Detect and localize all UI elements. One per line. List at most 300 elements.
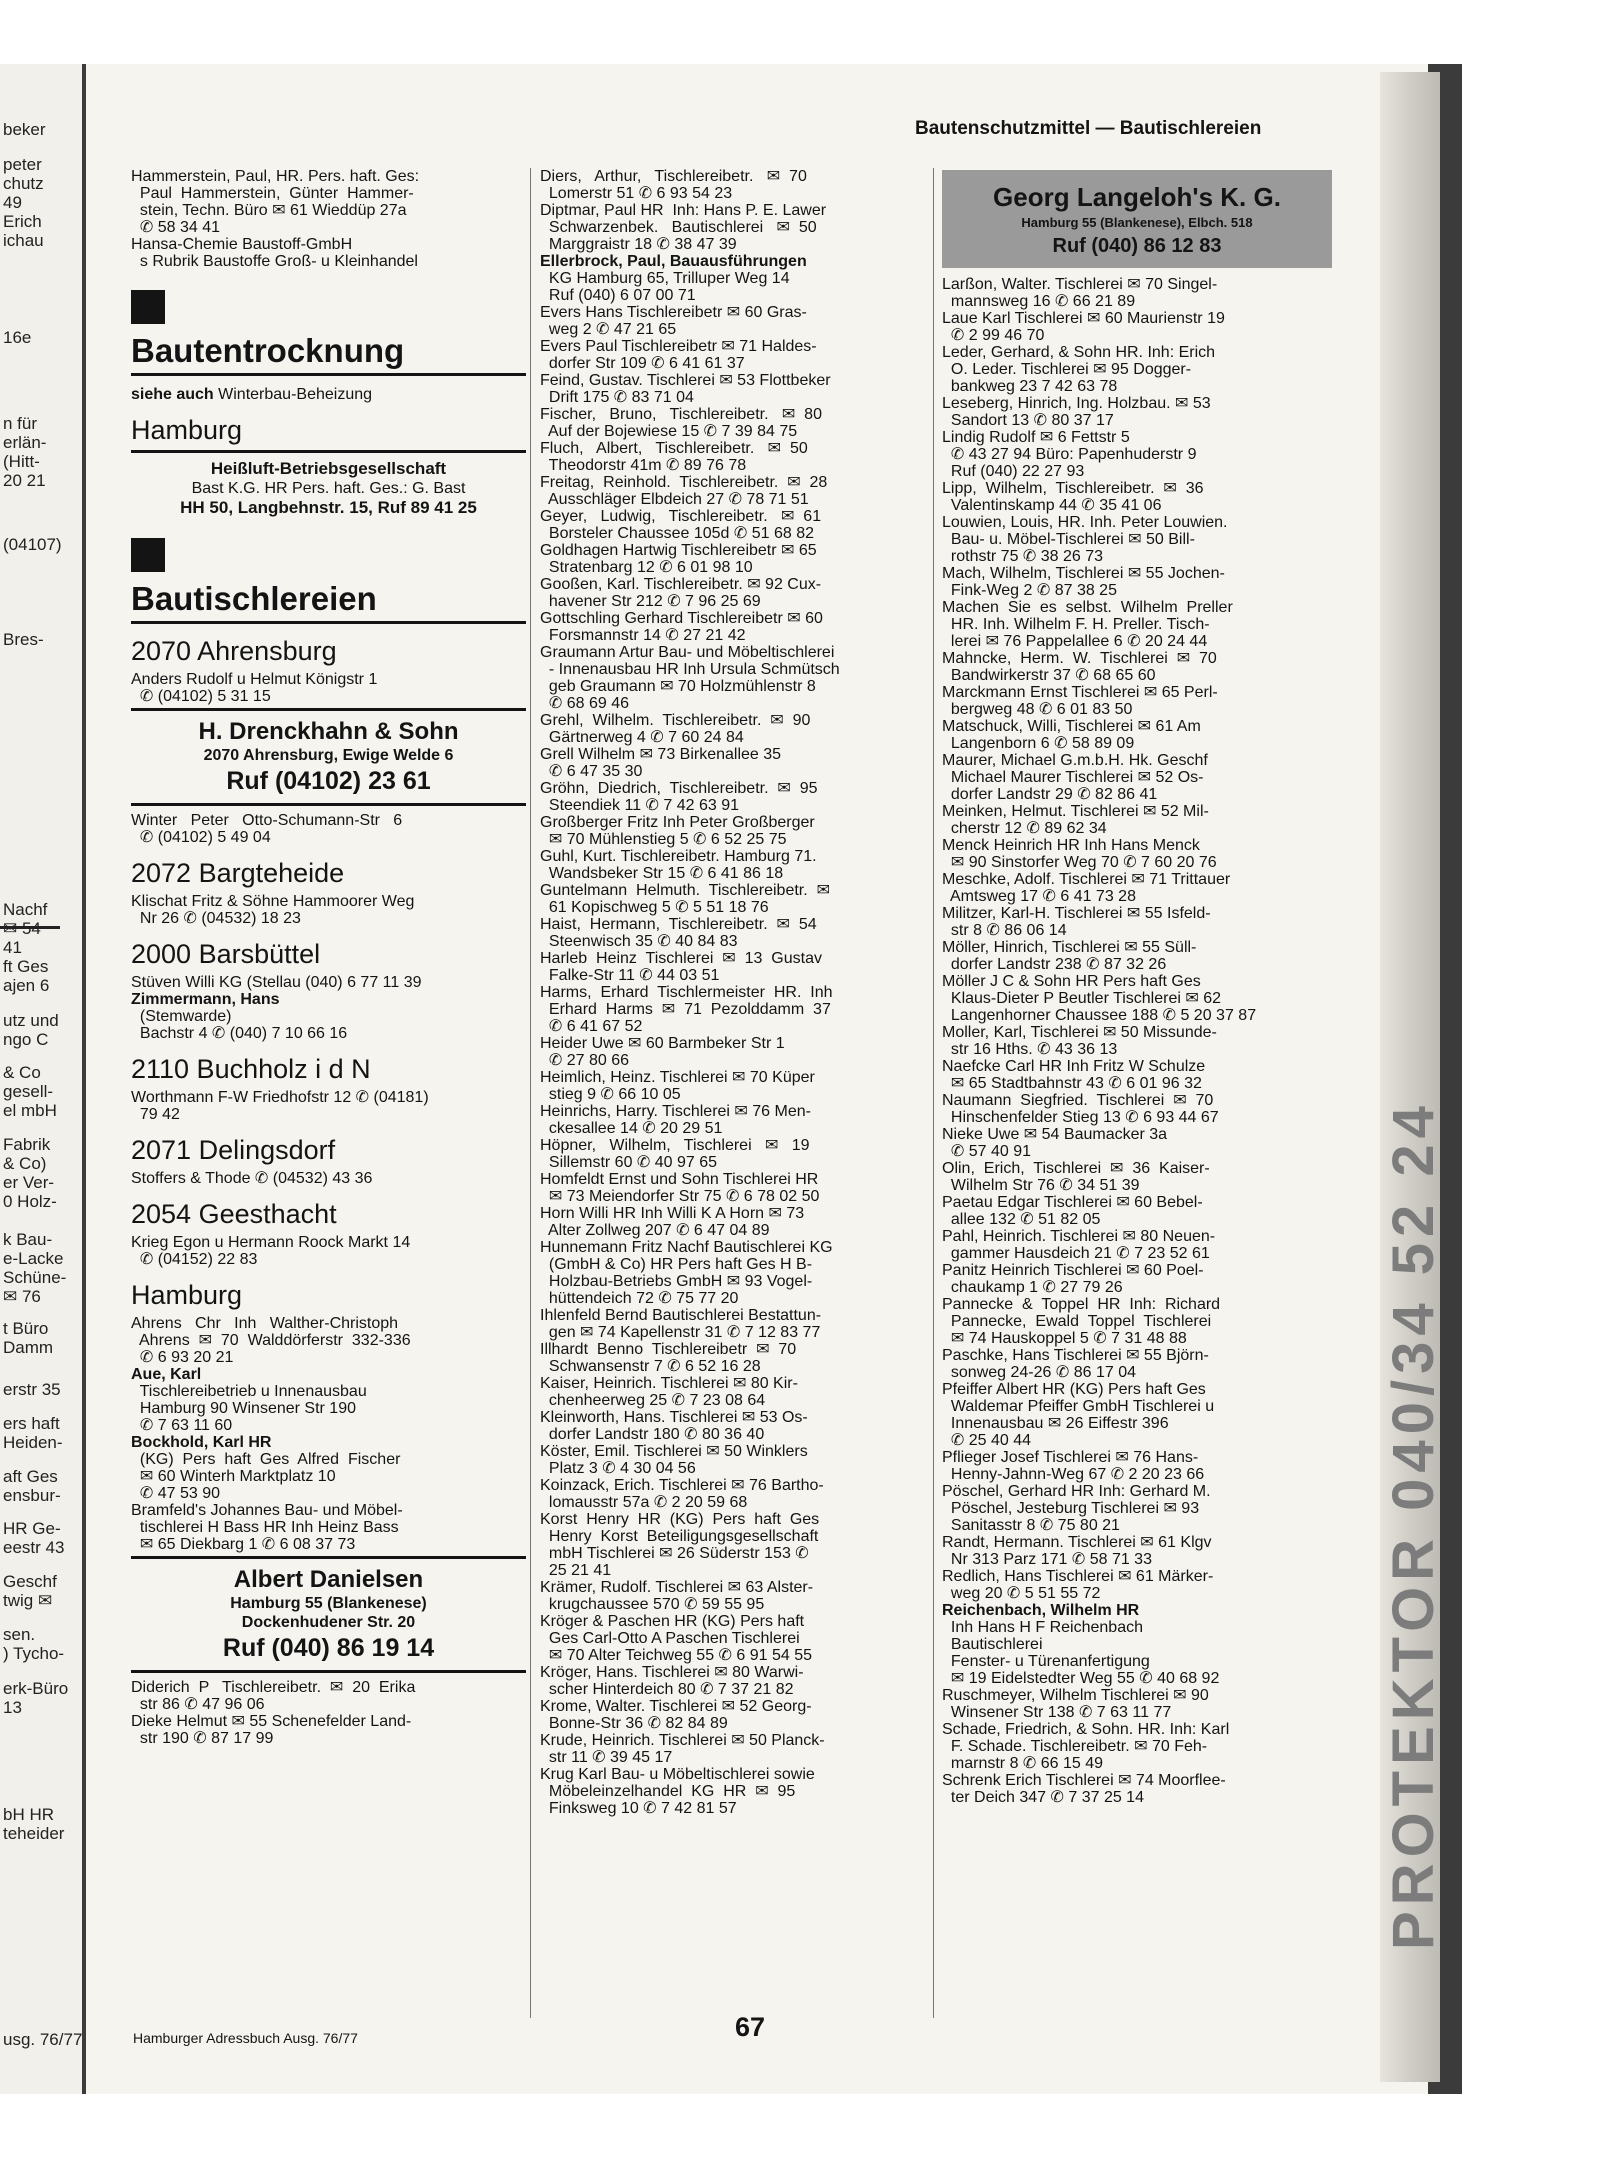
entry-line: stein, Techn. Büro ✉ 61 Wieddüp 27a <box>131 202 407 219</box>
entry-line: Diers, Arthur, Tischlereibetr. ✉ 70 <box>540 168 807 185</box>
entry-heading: Bockhold, Karl HR <box>131 1434 272 1451</box>
entry-line: Panitz Heinrich Tischlerei ✉ 60 Poel- <box>942 1262 1204 1279</box>
entry-line: Henry Korst Beteiligungsgesellschaft <box>540 1528 819 1545</box>
entry-line: Nieke Uwe ✉ 54 Baumacker 3a <box>942 1126 1168 1143</box>
entry-line: Krieg Egon u Hermann Roock Markt 14 <box>131 1234 411 1251</box>
entry-line: Guhl, Kurt. Tischlereibetr. Hamburg 71. <box>540 848 817 865</box>
entry-line: Steenwisch 35 ✆ 40 84 83 <box>540 933 738 950</box>
prev-page-fragment: eestr 43 <box>3 1538 65 1557</box>
prev-page-fragment: (04107) <box>3 535 62 554</box>
entry-line: ✉ 60 Winterh Marktplatz 10 <box>131 1468 336 1485</box>
entry-line: Redlich, Hans Tischlerei ✉ 61 Märker- <box>942 1568 1214 1585</box>
entry-line: Gärtnerweg 4 ✆ 7 60 24 84 <box>540 729 744 746</box>
entry-line: Wandsbeker Str 15 ✆ 6 41 86 18 <box>540 865 784 882</box>
entry-line: Bramfeld's Johannes Bau- und Möbel- <box>131 1502 403 1519</box>
entry-line: str 86 ✆ 47 96 06 <box>131 1696 265 1713</box>
entry-line: Goldhagen Hartwig Tischlereibetr ✉ 65 <box>540 542 817 559</box>
entry-line: Fischer, Bruno, Tischlereibetr. ✉ 80 <box>540 406 822 423</box>
entry-line: Auf der Bojewiese 15 ✆ 7 39 84 75 <box>540 423 798 440</box>
entry-line: Borsteler Chaussee 105d ✆ 51 68 82 <box>540 525 815 542</box>
entry-line: Randt, Hermann. Tischlerei ✉ 61 Klgv <box>942 1534 1212 1551</box>
prev-page-fragment: 0 Holz- <box>3 1192 57 1211</box>
entry-line: Naumann Siegfried. Tischlerei ✉ 70 <box>942 1092 1214 1109</box>
entry-line: Köster, Emil. Tischlerei ✉ 50 Winklers <box>540 1443 808 1460</box>
entry-line: ✆ 57 40 91 <box>942 1143 1032 1160</box>
entry-line: Klaus-Dieter P Beutler Tischlerei ✉ 62 <box>942 990 1222 1007</box>
entry-line: Heider Uwe ✉ 60 Barmbeker Str 1 <box>540 1035 785 1052</box>
entry-line: ✆ 2 99 46 70 <box>942 327 1045 344</box>
horizontal-rule <box>131 708 526 711</box>
prev-page-fragment: aft Ges <box>3 1467 58 1486</box>
prev-page-fragment: (Hitt- <box>3 452 40 471</box>
prev-page-fragment: erk-Büro <box>3 1679 69 1698</box>
entry-line: Olin, Erich, Tischlerei ✉ 36 Kaiser- <box>942 1160 1210 1177</box>
entry-line: chenheerweg 25 ✆ 7 23 08 64 <box>540 1392 766 1409</box>
entry-line: Kleinworth, Hans. Tischlerei ✉ 53 Os- <box>540 1409 808 1426</box>
entry-line: ✆ 58 34 41 <box>131 219 221 236</box>
entry-line: Bonne-Str 36 ✆ 82 84 89 <box>540 1715 728 1732</box>
prev-page-fragment: Fabrik <box>3 1135 51 1154</box>
entry-line: Henny-Jahnn-Weg 67 ✆ 2 20 23 66 <box>942 1466 1205 1483</box>
prev-page-fragment: ✉ 76 <box>3 1287 41 1306</box>
entry-line: Hinschenfelder Stieg 13 ✆ 6 93 44 67 <box>942 1109 1219 1126</box>
horizontal-rule <box>131 1556 526 1559</box>
entry-line: Ahrens Chr Inh Walther-Christoph <box>131 1315 399 1332</box>
prev-page-fragment: ngo C <box>3 1030 49 1049</box>
entry-line: Heimlich, Heinz. Tischlerei ✉ 70 Küper <box>540 1069 815 1086</box>
entry-line: (Stemwarde) <box>131 1008 232 1025</box>
entry-line: Ruf (040) 22 27 93 <box>942 463 1085 480</box>
entry-line: Steendiek 11 ✆ 7 42 63 91 <box>540 797 740 814</box>
entry-line: Militzer, Karl-H. Tischlerei ✉ 55 Isfeld- <box>942 905 1211 922</box>
entry-heading: Zimmermann, Hans <box>131 991 280 1008</box>
ad-line: Ruf (040) 86 19 14 <box>222 1634 435 1662</box>
entry-line: ter Deich 347 ✆ 7 37 25 14 <box>942 1789 1144 1806</box>
entry-line: scher Hinterdeich 80 ✆ 7 37 21 82 <box>540 1681 794 1698</box>
entry-line: ✉ 65 Diekbarg 1 ✆ 6 08 37 73 <box>131 1536 356 1553</box>
entry-line: Leder, Gerhard, & Sohn HR. Inh: Erich <box>942 344 1216 361</box>
entry-line: Platz 3 ✆ 4 30 04 56 <box>540 1460 696 1477</box>
page-number: 67 <box>735 2012 766 2042</box>
footer: Hamburger Adressbuch Ausg. 76/77 <box>133 2030 358 2046</box>
entry-line: Meschke, Adolf. Tischlerei ✉ 71 Trittauer <box>942 871 1231 888</box>
entry-line: HR. Inh. Wilhelm F. H. Preller. Tisch- <box>942 616 1210 633</box>
entry-line: allee 132 ✆ 51 82 05 <box>942 1211 1101 1228</box>
entry-line: Großberger Fritz Inh Peter Großberger <box>540 814 815 831</box>
place-heading: Hamburg <box>131 1280 243 1310</box>
entry-line: Ges Carl-Otto A Paschen Tischlerei <box>540 1630 800 1647</box>
entry-line: Ihlenfeld Bernd Bautischlerei Bestattun- <box>540 1307 822 1324</box>
entry-line: Stüven Willi KG (Stellau (040) 6 77 11 39 <box>131 974 422 991</box>
entry-line: 79 42 <box>131 1106 180 1123</box>
column-rule <box>530 168 531 2018</box>
prev-page-fragment: peter <box>3 155 42 174</box>
place-heading: 2070 Ahrensburg <box>131 636 337 666</box>
entry-line: Heinrichs, Harry. Tischlerei ✉ 76 Men- <box>540 1103 811 1120</box>
entry-line: Evers Paul Tischlereibetr ✉ 71 Haldes- <box>540 338 817 355</box>
prev-page-fragment: & Co) <box>3 1154 47 1173</box>
entry-line: Bautischlerei <box>942 1636 1043 1653</box>
entry-line: Ruf (040) 6 07 00 71 <box>540 287 696 304</box>
prev-page-fragment: er Ver- <box>3 1173 55 1192</box>
entry-line: Pfeiffer Albert HR (KG) Pers haft Ges <box>942 1381 1206 1398</box>
entry-line: Waldemar Pfeiffer GmbH Tischlerei u <box>942 1398 1215 1415</box>
horizontal-rule <box>131 803 526 806</box>
prev-page-fragment: Erich <box>3 212 42 231</box>
see-also <box>131 386 526 403</box>
prev-page-fragment: el mbH <box>3 1101 57 1120</box>
entry-line: Kröger, Hans. Tischlerei ✉ 80 Warwi- <box>540 1664 804 1681</box>
horizontal-rule <box>131 373 526 376</box>
ad-line: Albert Danielsen <box>233 1566 424 1593</box>
entry-line: gammer Hausdeich 21 ✆ 7 23 52 61 <box>942 1245 1210 1262</box>
edge-print: PROTEKTOR 040/34 52 24 <box>1381 1100 1446 1950</box>
previous-page-edge <box>0 64 82 2094</box>
running-head: Bautenschutzmittel — Bautischlereien <box>915 118 1262 139</box>
entry-line: - Innenausbau HR Inh Ursula Schmütsch <box>540 661 840 678</box>
entry-line: chaukamp 1 ✆ 27 79 26 <box>942 1279 1123 1296</box>
entry-line: Lomerstr 51 ✆ 6 93 54 23 <box>540 185 733 202</box>
prev-page-fragment: ichau <box>3 231 44 250</box>
place-heading: 2072 Bargteheide <box>131 858 345 888</box>
entry-heading: Ellerbrock, Paul, Bauausführungen <box>540 253 807 270</box>
ad-line: Dockenhudener Str. 20 <box>241 1614 416 1631</box>
prev-page-fragment: teheider <box>3 1824 65 1843</box>
entry-line: Winsener Str 138 ✆ 7 63 11 77 <box>942 1704 1172 1721</box>
entry-line: KG Hamburg 65, Trilluper Weg 14 <box>540 270 790 287</box>
entry-line: Bandwirkerstr 37 ✆ 68 65 60 <box>942 667 1156 684</box>
prev-page-fragment: n für <box>3 414 38 433</box>
prev-page-fragment: 16e <box>3 328 32 347</box>
ad-name: Georg Langeloh's K. G. <box>993 182 1281 212</box>
prev-page-fragment: bH HR <box>3 1805 55 1824</box>
entry-line: Stoffers & Thode ✆ (04532) 43 36 <box>131 1170 373 1187</box>
entry-line: krugchaussee 570 ✆ 59 55 95 <box>540 1596 765 1613</box>
prev-page-fragment: t Büro <box>3 1319 49 1338</box>
entry-line: ✆ (04102) 5 49 04 <box>131 829 271 846</box>
entry-line: Wilhelm Str 76 ✆ 34 51 39 <box>942 1177 1140 1194</box>
prev-page-fragment: k Bau- <box>3 1230 53 1249</box>
entry-line: Sanitasstr 8 ✆ 75 80 21 <box>942 1517 1120 1534</box>
entry-line: lomausstr 57a ✆ 2 20 59 68 <box>540 1494 748 1511</box>
horizontal-rule <box>131 450 526 453</box>
entry-line: Ahrens ✉ 70 Walddörferstr 332-336 <box>131 1332 411 1349</box>
entry-line: Tischlereibetrieb u Innenausbau <box>131 1383 367 1400</box>
entry-line: F. Schade. Tischlereibetr. ✉ 70 Feh- <box>942 1738 1208 1755</box>
entry-line: ✉ 90 Sinstorfer Weg 70 ✆ 7 60 20 76 <box>942 854 1217 871</box>
prev-page-fragment: Nachf <box>3 900 48 919</box>
entry-line: Lipp, Wilhelm, Tischlereibetr. ✉ 36 <box>942 480 1204 497</box>
entry-line: Haist, Hermann, Tischlereibetr. ✉ 54 <box>540 916 817 933</box>
entry-line: Koinzack, Erich. Tischlerei ✉ 76 Bartho- <box>540 1477 824 1494</box>
prev-page-fragment: erstr 35 <box>3 1380 61 1399</box>
prev-page-fragment: utz und <box>3 1011 59 1030</box>
entry-line: Schwansenstr 7 ✆ 6 52 16 28 <box>540 1358 761 1375</box>
advertisement <box>131 1565 526 1664</box>
entry-line: Pannecke & Toppel HR Inh: Richard <box>942 1296 1221 1313</box>
entry-line: Krug Karl Bau- u Möbeltischlerei sowie <box>540 1766 815 1783</box>
entry-line: ✆ 6 93 20 21 <box>131 1349 234 1366</box>
entry-line: weg 2 ✆ 47 21 65 <box>540 321 677 338</box>
prev-page-fragment: HR Ge- <box>3 1519 61 1538</box>
entry-line: Nr 26 ✆ (04532) 18 23 <box>131 910 301 927</box>
entry-line: Diptmar, Paul HR Inh: Hans P. E. Lawer <box>540 202 827 219</box>
prev-page-fragment: Damm <box>3 1338 54 1357</box>
entry-line: (GmbH & Co) HR Pers haft Ges H B- <box>540 1256 813 1273</box>
entry-line: Louwien, Louis, HR. Inh. Peter Louwien. <box>942 514 1228 531</box>
entry-line: Möbeleinzelhandel KG HR ✉ 95 <box>540 1783 796 1800</box>
langeloh-ad <box>942 170 1332 268</box>
entry-line: dorfer Str 109 ✆ 6 41 61 37 <box>540 355 745 372</box>
entry-line: Marckmann Ernst Tischlerei ✉ 65 Perl- <box>942 684 1218 701</box>
entry-line: Worthmann F-W Friedhofstr 12 ✆ (04181) <box>131 1089 429 1106</box>
prev-page-fragment: beker <box>3 120 46 139</box>
prev-page-fragment: ft Ges <box>3 957 49 976</box>
entry-line: Nr 313 Parz 171 ✆ 58 71 33 <box>942 1551 1152 1568</box>
entry-line: Menck Heinrich HR Inh Hans Menck <box>942 837 1200 854</box>
entry-line: Maurer, Michael G.m.b.H. Hk. Geschf <box>942 752 1208 769</box>
place-heading: 2054 Geesthacht <box>131 1199 337 1229</box>
entry-line: mannsweg 16 ✆ 66 21 89 <box>942 293 1136 310</box>
entry-line: Mach, Wilhelm, Tischlerei ✉ 55 Jochen- <box>942 565 1225 582</box>
ad-line: Bast K.G. HR Pers. haft. Ges.: G. Bast <box>191 480 466 497</box>
entry-line: ✆ 27 80 66 <box>540 1052 630 1069</box>
entry-line: cherstr 12 ✆ 89 62 34 <box>942 820 1107 837</box>
entry-line: ✆ 25 40 44 <box>942 1432 1032 1449</box>
prev-page-fragment: Bres- <box>3 630 44 649</box>
entry-line: Stratenbarg 12 ✆ 6 01 98 10 <box>540 559 753 576</box>
entry-line: Innenausbau ✉ 26 Eiffestr 396 <box>942 1415 1169 1432</box>
ad-line: H. Drenckhahn & Sohn <box>198 718 459 745</box>
section-marker <box>131 538 165 572</box>
entry-line: Gröhn, Diedrich, Tischlereibetr. ✉ 95 <box>540 780 818 797</box>
entry-line: Schrenk Erich Tischlerei ✉ 74 Moorflee- <box>942 1772 1226 1789</box>
entry-line: Holzbau-Betriebs GmbH ✉ 93 Vogel- <box>540 1273 813 1290</box>
entry-line: Finksweg 10 ✆ 7 42 81 57 <box>540 1800 737 1817</box>
prev-page-fragment: ) Tycho- <box>3 1644 65 1663</box>
entry-line: Pahl, Heinrich. Tischlerei ✉ 80 Neuen- <box>942 1228 1216 1245</box>
entry-line: ✆ 6 41 67 52 <box>540 1018 643 1035</box>
entry-line: Klischat Fritz & Söhne Hammoorer Weg <box>131 893 415 910</box>
entry-line: Krämer, Rudolf. Tischlerei ✉ 63 Alster- <box>540 1579 814 1596</box>
advertisement <box>131 459 526 518</box>
column-2 <box>540 168 925 1817</box>
prev-page-fragment: 20 21 <box>3 471 46 490</box>
entry-line: ✉ 65 Stadtbahnstr 43 ✆ 6 01 96 32 <box>942 1075 1202 1092</box>
entry-line: str 16 Hths. ✆ 43 36 13 <box>942 1041 1118 1058</box>
entry-line: Schade, Friedrich, & Sohn. HR. Inh: Karl <box>942 1721 1230 1738</box>
entry-line: 61 Kopischweg 5 ✆ 5 51 18 76 <box>540 899 769 916</box>
entry-line: Krude, Heinrich. Tischlerei ✉ 50 Planck- <box>540 1732 825 1749</box>
entry-line: Lindig Rudolf ✉ 6 Fettstr 5 <box>942 429 1130 446</box>
ad-line: Hamburg 55 (Blankenese) <box>230 1595 427 1612</box>
entry-line: Pöschel, Jesteburg Tischlerei ✉ 93 <box>942 1500 1200 1517</box>
entry-line: Höpner, Wilhelm, Tischlerei ✉ 19 <box>540 1137 810 1154</box>
prev-page-rule <box>0 926 60 929</box>
entry-line: (KG) Pers haft Ges Alfred Fischer <box>131 1451 401 1468</box>
entry-line: Horn Willi HR Inh Willi K A Horn ✉ 73 <box>540 1205 805 1222</box>
entry-line: Schwarzenbek. Bautischlerei ✉ 50 <box>540 219 817 236</box>
ad-line: 2070 Ahrensburg, Ewige Welde 6 <box>203 747 454 764</box>
prev-page-fragment: usg. 76/77 <box>3 2030 82 2049</box>
entry-line: Illhardt Benno Tischlereibetr ✉ 70 <box>540 1341 797 1358</box>
place-heading: Hamburg <box>131 415 243 445</box>
entry-line: Kröger & Paschen HR (KG) Pers haft <box>540 1613 805 1630</box>
entry-line: Diderich P Tischlereibetr. ✉ 20 Erika <box>131 1679 416 1696</box>
entry-line: Bachstr 4 ✆ (040) 7 10 66 16 <box>131 1025 348 1042</box>
entry-line: ✆ 68 69 46 <box>540 695 630 712</box>
entry-line: Guntelmann Helmuth. Tischlereibetr. ✉ <box>540 882 830 899</box>
entry-line: Gooßen, Karl. Tischlereibetr. ✉ 92 Cux- <box>540 576 822 593</box>
entry-line: ✉ 19 Eidelstedter Weg 55 ✆ 40 68 92 <box>942 1670 1220 1687</box>
entry-line: ✆ 6 47 35 30 <box>540 763 643 780</box>
entry-line: havener Str 212 ✆ 7 96 25 69 <box>540 593 761 610</box>
entry-line: Theodorstr 41m ✆ 89 76 78 <box>540 457 747 474</box>
entry-line: Forsmannstr 14 ✆ 27 21 42 <box>540 627 746 644</box>
entry-line: Korst Henry HR (KG) Pers haft Ges <box>540 1511 820 1528</box>
entry-line: Paetau Edgar Tischlerei ✉ 60 Bebel- <box>942 1194 1203 1211</box>
prev-page-fragment: chutz <box>3 174 44 193</box>
entry-line: Kaiser, Heinrich. Tischlerei ✉ 80 Kir- <box>540 1375 798 1392</box>
column-3 <box>942 168 1332 1806</box>
entry-line: Machen Sie es selbst. Wilhelm Preller <box>942 599 1233 616</box>
entry-line: Marggraistr 18 ✆ 38 47 39 <box>540 236 737 253</box>
entry-heading: Aue, Karl <box>131 1366 202 1383</box>
entry-line: Bau- u. Möbel-Tischlerei ✉ 50 Bill- <box>942 531 1195 548</box>
entry-line: Matschuck, Willi, Tischlerei ✉ 61 Am <box>942 718 1201 735</box>
entry-line: gen ✉ 74 Kapellenstr 31 ✆ 7 12 83 77 <box>540 1324 821 1341</box>
entry-line: ✉ 70 Mühlenstieg 5 ✆ 6 52 25 75 <box>540 831 787 848</box>
column-rule <box>933 168 934 2018</box>
entry-line: Ausschläger Elbdeich 27 ✆ 78 71 51 <box>540 491 809 508</box>
entry-line: Valentinskamp 44 ✆ 35 41 06 <box>942 497 1162 514</box>
entry-line: Pöschel, Gerhard HR Inh: Gerhard M. <box>942 1483 1211 1500</box>
entry-line: Hansa-Chemie Baustoff-GmbH <box>131 236 353 253</box>
prev-page-fragment: erlän- <box>3 433 47 452</box>
entry-heading: Reichenbach, Wilhelm HR <box>942 1602 1140 1619</box>
entry-line: geb Graumann ✉ 70 Holzmühlenstr 8 <box>540 678 816 695</box>
advertisement <box>131 717 526 797</box>
entry-line: Naefcke Carl HR Inh Fritz W Schulze <box>942 1058 1206 1075</box>
entry-line: Amtsweg 17 ✆ 6 41 73 28 <box>942 888 1136 905</box>
entry-line: Hamburg 90 Winsener Str 190 <box>131 1400 356 1417</box>
prev-page-fragment: 49 <box>3 193 22 212</box>
entry-line: Fenster- u Türenanfertigung <box>942 1653 1150 1670</box>
see-also-label: siehe auch <box>131 386 214 403</box>
entry-line: Krome, Walter. Tischlerei ✉ 52 Georg- <box>540 1698 812 1715</box>
prev-page-fragment: 41 <box>3 938 22 957</box>
entry-line: Erhard Harms ✉ 71 Pezolddamm 37 <box>540 1001 831 1018</box>
entry-line: Meinken, Helmut. Tischlerei ✉ 52 Mil- <box>942 803 1209 820</box>
entry-line: str 11 ✆ 39 45 17 <box>540 1749 673 1766</box>
entry-line: Larßon, Walter. Tischlerei ✉ 70 Singel- <box>942 276 1218 293</box>
entry-line: Möller, Hinrich, Tischlerei ✉ 55 Süll- <box>942 939 1197 956</box>
ad-line: HH 50, Langbehnstr. 15, Ruf 89 41 25 <box>180 498 477 517</box>
entry-line: Leseberg, Hinrich, Ing. Holzbau. ✉ 53 <box>942 395 1211 412</box>
horizontal-rule <box>131 621 526 624</box>
entry-line: Fluch, Albert, Tischlereibetr. ✉ 50 <box>540 440 808 457</box>
entry-line: Freitag, Reinhold. Tischlereibetr. ✉ 28 <box>540 474 828 491</box>
entry-line: O. Leder. Tischlerei ✉ 95 Dogger- <box>942 361 1192 378</box>
entry-line: ✆ (04152) 22 83 <box>131 1251 258 1268</box>
entry-line: weg 20 ✆ 5 51 55 72 <box>942 1585 1101 1602</box>
entry-line: Inh Hans H F Reichenbach <box>942 1619 1143 1636</box>
prev-page-fragment: twig ✉ <box>3 1591 53 1610</box>
ad-line: Ruf (04102) 23 61 <box>226 767 431 795</box>
entry-line: dorfer Landstr 180 ✆ 80 36 40 <box>540 1426 765 1443</box>
entry-line: Paul Hammerstein, Günter Hammer- <box>131 185 414 202</box>
entry-line: 25 21 41 <box>540 1562 612 1579</box>
entry-line: Paschke, Hans Tischlerei ✉ 55 Björn- <box>942 1347 1209 1364</box>
entry-line: Sillemstr 60 ✆ 40 97 65 <box>540 1154 718 1171</box>
entry-line: rothstr 75 ✆ 38 26 73 <box>942 548 1104 565</box>
entry-line: Mahncke, Herm. W. Tischlerei ✉ 70 <box>942 650 1217 667</box>
entry-line: Geyer, Ludwig, Tischlereibetr. ✉ 61 <box>540 508 822 525</box>
column-1 <box>131 168 526 1747</box>
prev-page-fragment: ensbur- <box>3 1486 61 1505</box>
entry-line: bankweg 23 7 42 63 78 <box>942 378 1118 395</box>
entry-line: str 8 ✆ 86 06 14 <box>942 922 1067 939</box>
entry-line: Möller J C & Sohn HR Pers haft Ges <box>942 973 1201 990</box>
prev-page-fragment: gesell- <box>3 1082 54 1101</box>
entry-line: lerei ✉ 76 Pappelallee 6 ✆ 20 24 44 <box>942 633 1208 650</box>
prev-page-fragment: e-Lacke <box>3 1249 64 1268</box>
entry-line: Winter Peter Otto-Schumann-Str 6 <box>131 812 403 829</box>
entry-line: Michael Maurer Tischlerei ✉ 52 Os- <box>942 769 1204 786</box>
ad-address: Hamburg 55 (Blankenese), Elbch. 518 <box>1021 215 1253 230</box>
entry-line: Moller, Karl, Tischlerei ✉ 50 Missunde- <box>942 1024 1217 1041</box>
entry-line: Anders Rudolf u Helmut Königstr 1 <box>131 671 378 688</box>
see-also-target: Winterbau-Beheizung <box>213 386 373 403</box>
entry-line: marnstr 8 ✆ 66 15 49 <box>942 1755 1104 1772</box>
entry-line: Homfeldt Ernst und Sohn Tischlerei HR <box>540 1171 819 1188</box>
entry-line: stieg 9 ✆ 66 10 05 <box>540 1086 681 1103</box>
entry-line: Evers Hans Tischlereibetr ✉ 60 Gras- <box>540 304 807 321</box>
entry-line: Harleb Heinz Tischlerei ✉ 13 Gustav <box>540 950 822 967</box>
entry-line: tischlerei H Bass HR Inh Heinz Bass <box>131 1519 399 1536</box>
entry-line: dorfer Landstr 29 ✆ 82 86 41 <box>942 786 1158 803</box>
entry-line: Fink-Weg 2 ✆ 87 38 25 <box>942 582 1117 599</box>
prev-page-fragment: Heiden- <box>3 1433 63 1452</box>
section-heading: Bautentrocknung <box>131 332 405 369</box>
entry-line: ✆ 7 63 11 60 <box>131 1417 233 1434</box>
prev-page-fragment: Geschf <box>3 1572 57 1591</box>
entry-line: Feind, Gustav. Tischlerei ✉ 53 Flottbeker <box>540 372 831 389</box>
entry-line: Laue Karl Tischlerei ✉ 60 Maurienstr 19 <box>942 310 1225 327</box>
entry-line: Harms, Erhard Tischlermeister HR. Inh <box>540 984 833 1001</box>
prev-page-fragment: ajen 6 <box>3 976 50 995</box>
prev-page-fragment: 13 <box>3 1698 22 1717</box>
ad-phone: Ruf (040) 86 12 83 <box>1052 235 1222 257</box>
entry-line: mbH Tischlerei ✉ 26 Süderstr 153 ✆ <box>540 1545 809 1562</box>
section-marker <box>131 290 165 324</box>
entry-line: Pflieger Josef Tischlerei ✉ 76 Hans- <box>942 1449 1199 1466</box>
entry-line: Gottschling Gerhard Tischlereibetr ✉ 60 <box>540 610 823 627</box>
entry-line: Graumann Artur Bau- und Möbeltischlerei <box>540 644 835 661</box>
entry-line: ckesallee 14 ✆ 20 29 51 <box>540 1120 723 1137</box>
entry-line: Pannecke, Ewald Toppel Tischlerei <box>942 1313 1212 1330</box>
entry-line: Ruschmeyer, Wilhelm Tischlerei ✉ 90 <box>942 1687 1209 1704</box>
ad-line: Heißluft-Betriebsgesellschaft <box>210 459 447 478</box>
place-heading: 2110 Buchholz i d N <box>131 1054 371 1084</box>
section-heading: Bautischlereien <box>131 580 377 617</box>
entry-line: ✉ 74 Hauskoppel 5 ✆ 7 31 48 88 <box>942 1330 1187 1347</box>
entry-line: dorfer Landstr 238 ✆ 87 32 26 <box>942 956 1167 973</box>
entry-line: Hunnemann Fritz Nachf Bautischlerei KG <box>540 1239 833 1256</box>
entry-line: s Rubrik Baustoffe Groß- u Kleinhandel <box>131 253 418 270</box>
prev-page-fragment: Schüne- <box>3 1268 67 1287</box>
entry-line: hüttendeich 72 ✆ 75 77 20 <box>540 1290 739 1307</box>
